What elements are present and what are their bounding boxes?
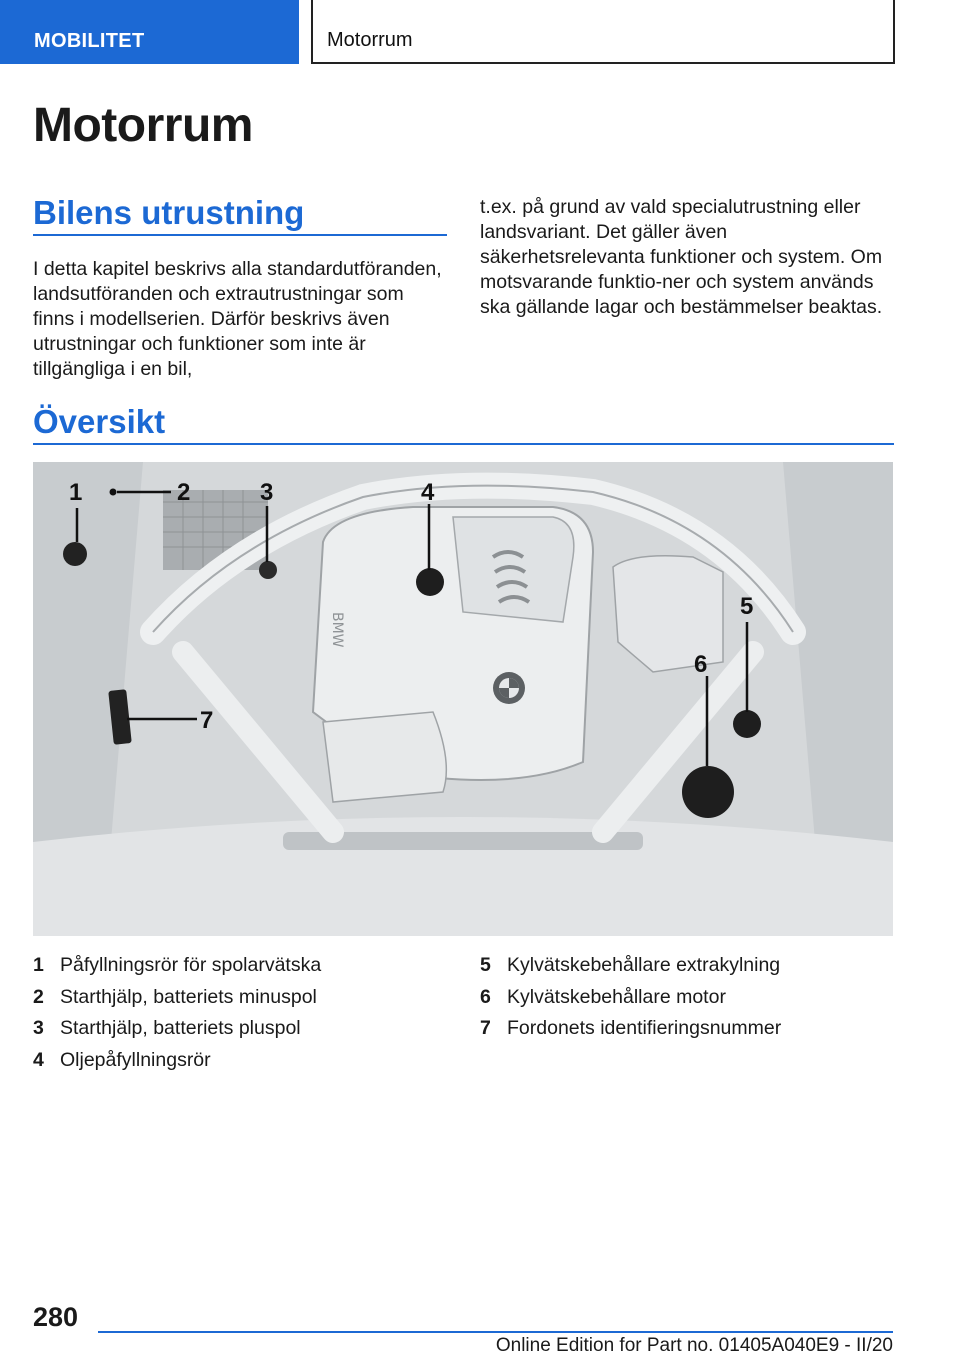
callout-1: 1 — [69, 479, 83, 506]
page-number: 280 — [33, 1302, 79, 1332]
legend-text: Starthjälp, batteriets pluspol — [60, 1017, 301, 1039]
list-item — [33, 982, 321, 1014]
callout-4: 4 — [421, 479, 435, 506]
callout-3: 3 — [260, 479, 274, 506]
list-item — [33, 1013, 321, 1045]
legend-text: Kylvätskebehållare motor — [507, 985, 726, 1008]
callout-5: 5 — [740, 593, 754, 620]
legend-text: Oljepåfyllningsrör — [60, 1048, 211, 1071]
legend-col1 — [33, 950, 321, 1076]
legend-col2 — [480, 950, 781, 1045]
list-item — [33, 1045, 321, 1077]
section-heading-overview: Översikt — [33, 403, 166, 440]
list-item — [480, 950, 781, 982]
legend-number: 7 — [480, 1017, 491, 1039]
legend-number: 4 — [33, 1048, 44, 1071]
page-title: Motorrum — [33, 99, 253, 152]
legend-text: Påfyllningsrör för spolarvätska — [60, 954, 322, 976]
legend-number: 5 — [480, 954, 491, 976]
engine-bay-figure — [33, 462, 893, 936]
list-item — [480, 982, 781, 1014]
list-item — [480, 1013, 781, 1045]
intro-text-col1: I detta kapitel beskrivs alla standardutföranden, landsutföranden och extrautrustningar som finns i modellserien. Därför beskrivs även utrustningar och funktioner som inte är tillgängliga i en bil, — [33, 258, 442, 380]
callout-6: 6 — [694, 651, 708, 678]
legend-text: Starthjälp, batteriets minuspol — [60, 985, 317, 1008]
section-rule — [33, 443, 894, 445]
legend-number: 3 — [33, 1017, 44, 1039]
chapter-header: Motorrum — [311, 0, 895, 64]
section-rule — [33, 234, 447, 236]
legend-text: Kylvätskebehållare extrakylning — [507, 954, 781, 976]
legend-number: 2 — [33, 985, 44, 1008]
callout-7: 7 — [200, 707, 214, 734]
legend-number: 6 — [480, 985, 491, 1008]
engine-cover-lettering: BMW — [329, 612, 345, 648]
section-tab: MOBILITET — [0, 0, 299, 64]
intro-text-col2: t.ex. på grund av vald specialutrustning eller landsvariant. Det gäller även säkerhetsrelevanta funktioner och system. Om motsvarande funktio-ner och system används ska gällande lagar och bestämmelser beaktas. — [480, 196, 883, 318]
section-heading-equipment: Bilens utrustning — [33, 194, 305, 231]
footer-edition: Online Edition for Part no. 01405A040E9 - II/20 — [495, 1335, 893, 1356]
legend-text: Fordonets identifieringsnummer — [507, 1017, 782, 1039]
footer-rule — [98, 1331, 893, 1333]
callout-2: 2 — [177, 479, 191, 506]
legend-number: 1 — [33, 954, 44, 976]
list-item — [33, 950, 321, 982]
